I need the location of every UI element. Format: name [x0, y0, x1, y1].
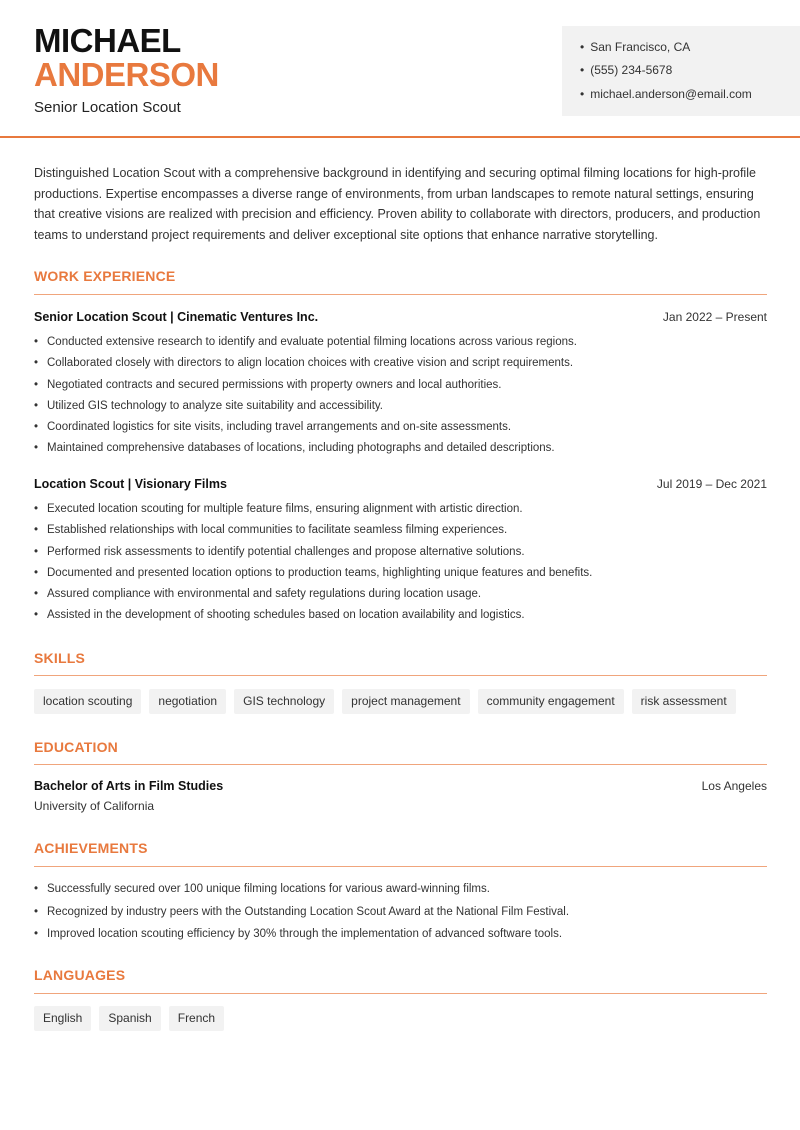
- skill-tag: location scouting: [34, 689, 141, 714]
- section-divider: [34, 764, 767, 765]
- list-item: • Maintained comprehensive databases of locations, including photographs and detailed descriptions.: [34, 438, 767, 459]
- language-tag: Spanish: [99, 1006, 160, 1031]
- skill-tag: risk assessment: [632, 689, 736, 714]
- list-item: • Negotiated contracts and secured permissions with property owners and local authorities.: [34, 375, 767, 396]
- section-title-work: WORK EXPERIENCE: [34, 268, 176, 284]
- job-role: Senior Location Scout | Cinematic Ventures Inc.: [34, 310, 319, 324]
- job-header: [34, 477, 767, 491]
- section-divider: [34, 675, 767, 676]
- skill-tag: community engagement: [478, 689, 624, 714]
- list-item: • Collaborated closely with directors to align location choices with creative vision and script requirements.: [34, 353, 767, 374]
- section-title-skills: SKILLS: [34, 650, 85, 666]
- skill-tag: negotiation: [149, 689, 226, 714]
- list-item: • Documented and presented location options to production teams, highlighting unique features and benefits.: [34, 563, 767, 584]
- resume-header: [0, 0, 800, 138]
- contact-email[interactable]: • michael.anderson@email.com: [580, 86, 752, 102]
- list-item: • Recognized by industry peers with the Outstanding Location Scout Award at the National Film Festival.: [34, 901, 767, 924]
- list-item: • Utilized GIS technology to analyze site suitability and accessibility.: [34, 396, 767, 417]
- skill-tag: project management: [342, 689, 469, 714]
- job-title: Senior Location Scout: [34, 99, 181, 116]
- section-divider: [34, 866, 767, 867]
- list-item: • Assisted in the development of shooting schedules based on location availability and logistics.: [34, 605, 767, 626]
- achievements-list: [34, 878, 767, 946]
- skill-tag: GIS technology: [234, 689, 334, 714]
- section-title-achievements: ACHIEVEMENTS: [34, 840, 148, 856]
- first-name: MICHAEL: [34, 22, 181, 59]
- skills-tags: [34, 689, 736, 714]
- language-tags: [34, 1006, 224, 1031]
- last-name: ANDERSON: [34, 56, 219, 93]
- list-item: • Performed risk assessments to identify potential challenges and propose alternative solutions.: [34, 542, 767, 563]
- list-item: • Conducted extensive research to identify and evaluate potential filming locations across various regions.: [34, 332, 767, 353]
- job-role: Location Scout | Visionary Films: [34, 477, 227, 491]
- job-bullets: [34, 332, 767, 460]
- list-item: • Executed location scouting for multiple feature films, ensuring alignment with artistic direction.: [34, 499, 767, 520]
- job-dates: Jul 2019 – Dec 2021: [656, 477, 767, 491]
- contact-location: • San Francisco, CA: [580, 39, 690, 55]
- education-degree: Bachelor of Arts in Film Studies: [34, 779, 224, 793]
- section-divider: [34, 294, 767, 295]
- list-item: • Coordinated logistics for site visits, including travel arrangements and on-site assessments.: [34, 417, 767, 438]
- language-tag: French: [169, 1006, 224, 1031]
- section-divider: [34, 993, 767, 994]
- contact-box: [562, 26, 800, 116]
- job-dates: Jan 2022 – Present: [662, 310, 767, 324]
- list-item: • Successfully secured over 100 unique filming locations for various award-winning films.: [34, 878, 767, 901]
- list-item: • Established relationships with local communities to facilitate seamless filming experiences.: [34, 520, 767, 541]
- education-location: Los Angeles: [701, 779, 767, 793]
- list-item: • Assured compliance with environmental and safety regulations during location usage.: [34, 584, 767, 605]
- section-title-education: EDUCATION: [34, 739, 118, 755]
- job-bullets: [34, 499, 767, 627]
- job-header: [34, 310, 767, 324]
- section-title-languages: LANGUAGES: [34, 967, 126, 983]
- contact-phone: • (555) 234-5678: [580, 62, 672, 78]
- list-item: • Improved location scouting efficiency by 30% through the implementation of advanced software tools.: [34, 923, 767, 946]
- language-tag: English: [34, 1006, 91, 1031]
- summary: Distinguished Location Scout with a comprehensive background in identifying and securing optimal filming locations for high-profile productions. Expertise encompasses a diverse range of environments, from urban landscapes to remote natural settings, ensuring that creative visions are realized with precision and efficiency. Proven ability to collaborate with directors, producers, and production teams to understand project requirements and deliver exceptional site options that enhance narrative storytelling.: [34, 166, 761, 242]
- education-school: University of California: [34, 799, 155, 813]
